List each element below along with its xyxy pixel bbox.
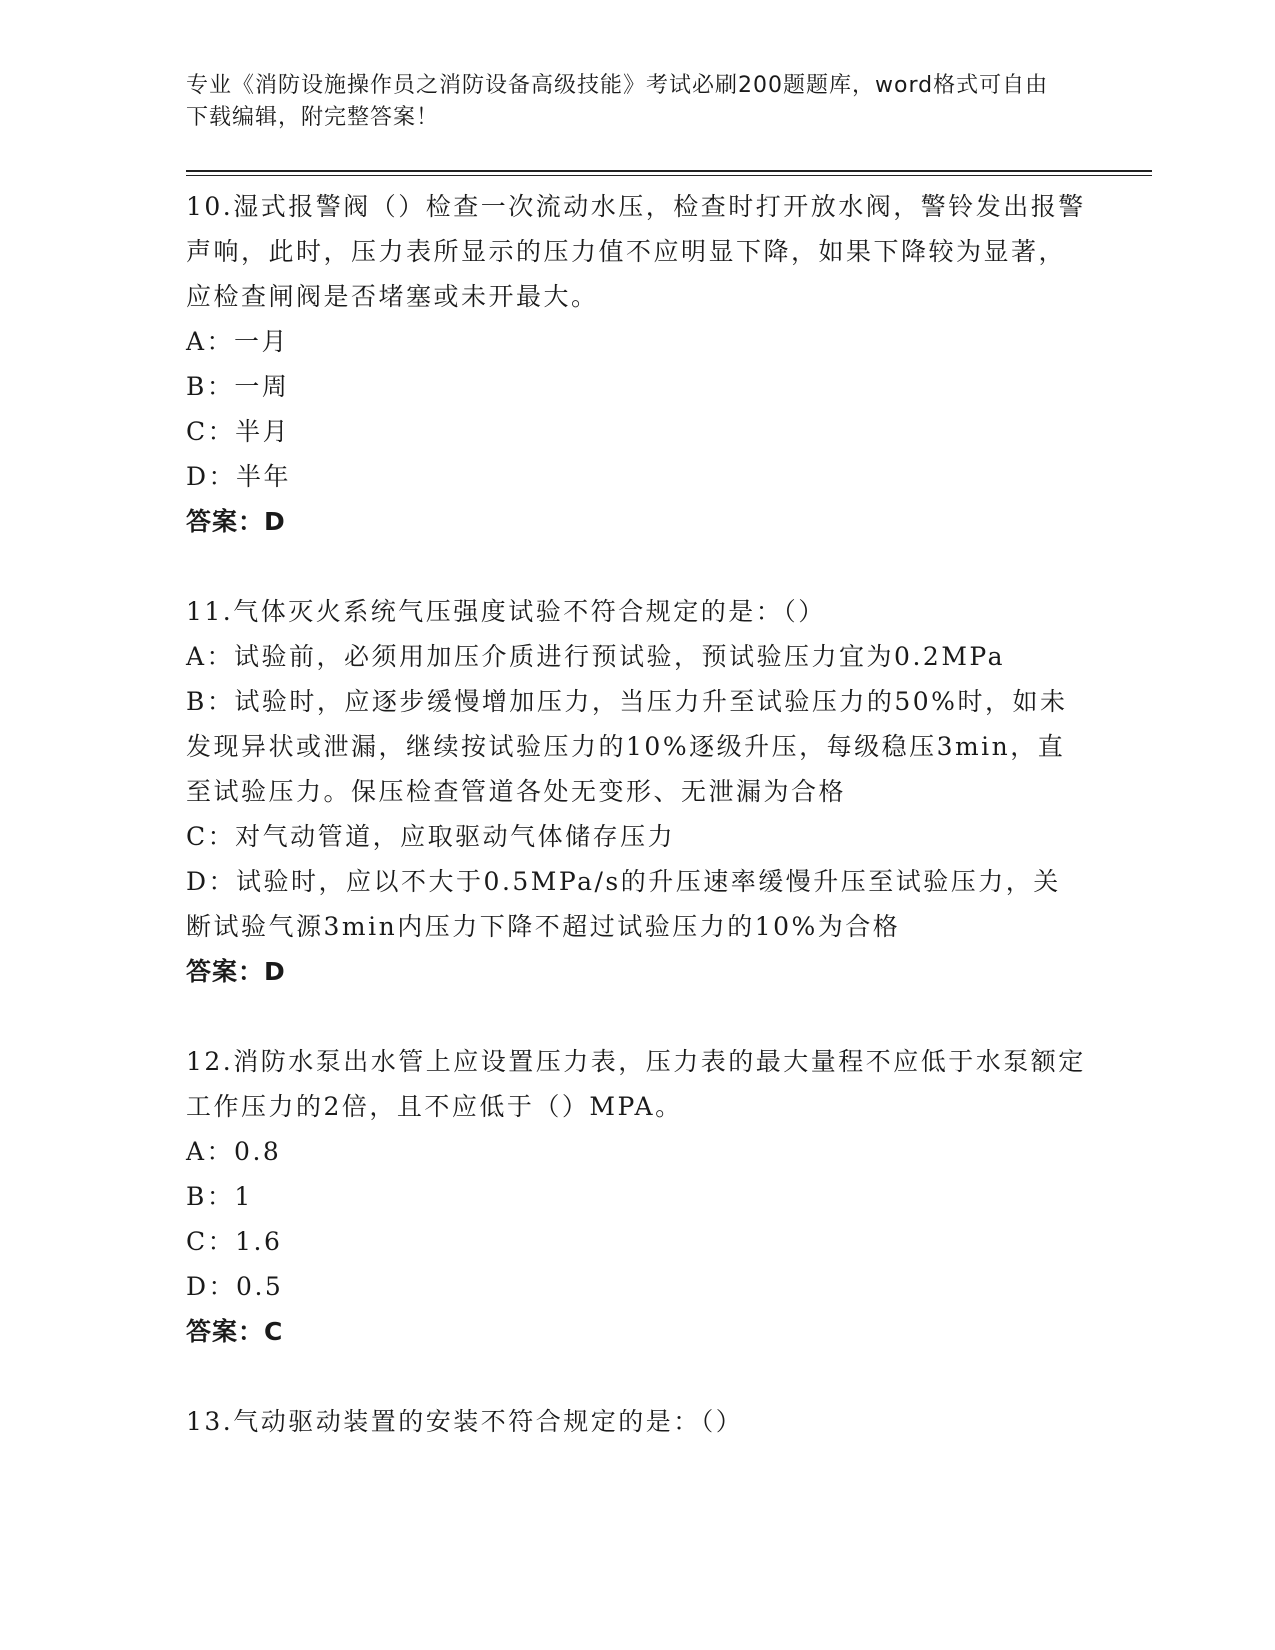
answer-line: 答案：D — [186, 957, 286, 986]
document-page — [186, 70, 1146, 1444]
question-11 — [186, 589, 1146, 994]
option-d: D：试验时，应以不大于0.5MPa/s的升压速率缓慢升压至试验压力，关断试验气源3min内压力下降不超过试验压力的10%为合格 — [186, 867, 1061, 941]
option-d: D：半年 — [186, 462, 292, 491]
option-a: A：一月 — [186, 327, 290, 356]
option-b: B：1 — [186, 1182, 253, 1211]
divider-thick-line — [186, 170, 1152, 172]
answer-line: 答案：D — [186, 507, 286, 536]
question-10 — [186, 184, 1146, 544]
question-stem: 11.气体灭火系统气压强度试验不符合规定的是：（） — [186, 597, 826, 626]
question-spacer — [186, 544, 1146, 589]
question-spacer — [186, 994, 1146, 1039]
question-12 — [186, 1039, 1146, 1354]
question-spacer — [186, 1354, 1146, 1399]
option-c: C：1.6 — [186, 1227, 283, 1256]
question-13 — [186, 1399, 1146, 1444]
question-stem: 12.消防水泵出水管上应设置压力表，压力表的最大量程不应低于水泵额定工作压力的2倍，且不应低于（）MPA。 — [186, 1047, 1086, 1121]
question-stem: 13.气动驱动装置的安装不符合规定的是：（） — [186, 1407, 744, 1436]
question-list — [186, 184, 1146, 1444]
option-d: D：0.5 — [186, 1272, 284, 1301]
header-divider — [186, 170, 1152, 176]
question-stem: 10.湿式报警阀（）检查一次流动水压，检查时打开放水阀，警铃发出报警声响，此时，压力表所显示的压力值不应明显下降，如果下降较为显著，应检查闸阀是否堵塞或未开最大。 — [186, 192, 1086, 311]
option-c: C：对气动管道，应取驱动气体储存压力 — [186, 822, 676, 851]
option-a: A：试验前，必须用加压介质进行预试验，预试验压力宜为0.2MPa — [186, 642, 1006, 671]
document-header: 专业《消防设施操作员之消防设备高级技能》考试必刷200题题库，word格式可自由下载编辑，附完整答案！ — [186, 73, 1049, 130]
option-a: A：0.8 — [186, 1137, 282, 1166]
answer-line: 答案：C — [186, 1317, 284, 1346]
option-b: B：一周 — [186, 372, 290, 401]
divider-thin-line — [186, 175, 1152, 176]
option-c: C：半月 — [186, 417, 291, 446]
option-b: B：试验时，应逐步缓慢增加压力，当压力升至试验压力的50%时，如未发现异状或泄漏，继续按试验压力的10%逐级升压，每级稳压3min，直至试验压力。保压检查管道各处无变形、无泄漏为合格 — [186, 687, 1068, 806]
